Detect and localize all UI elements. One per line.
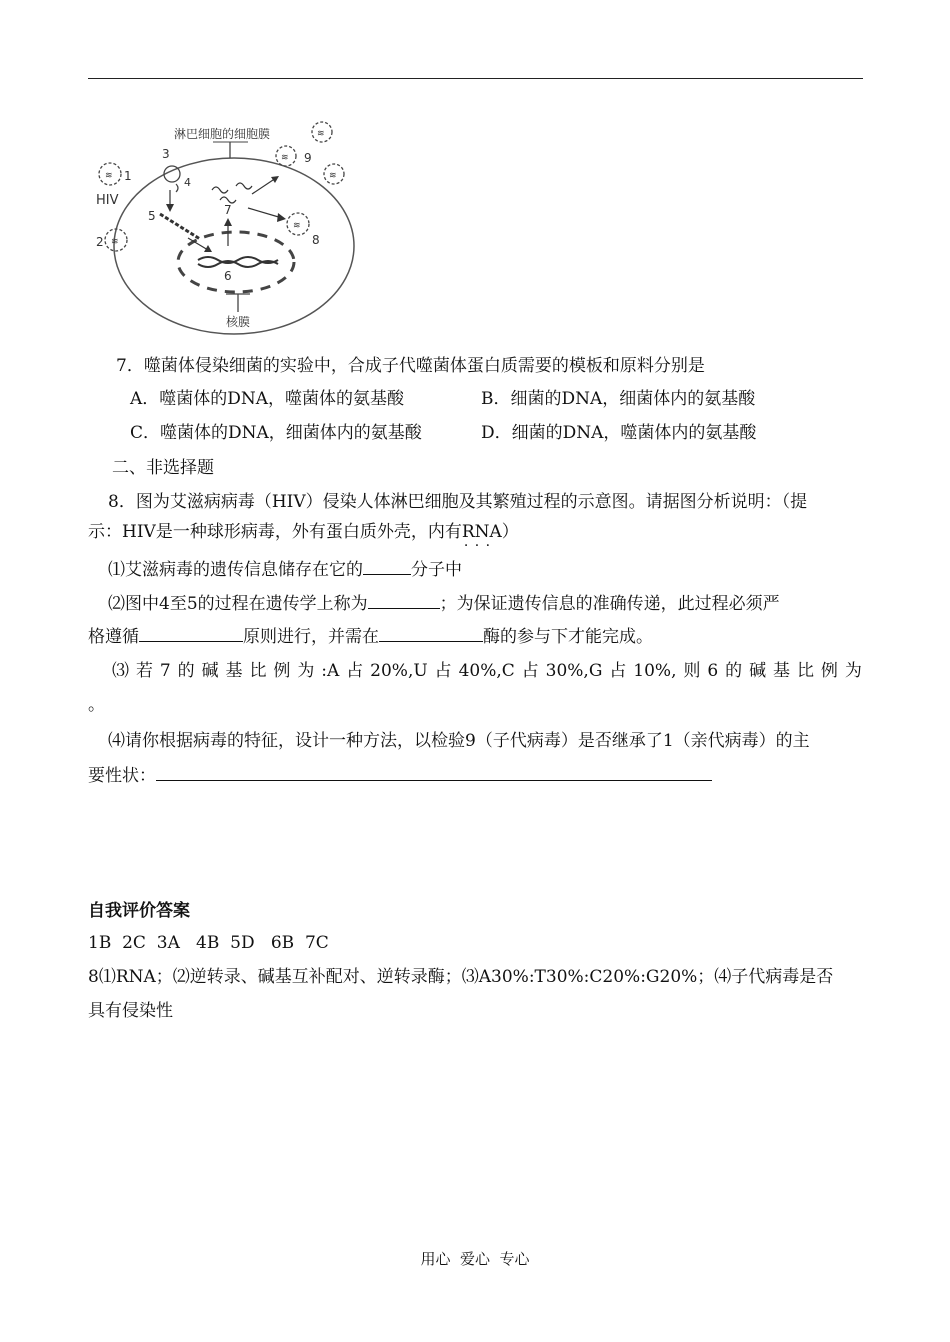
q8-part4a: ⑷请你根据病毒的特征，设计一种方法，以检验9（子代病毒）是否继承了1（亲代病毒）的主 — [108, 731, 810, 751]
label-6: 6 — [224, 269, 232, 283]
answer-blank-5[interactable] — [156, 764, 712, 781]
svg-text:≋: ≋ — [293, 221, 301, 231]
virus-9c — [324, 164, 344, 184]
q8-part2-mid: ；为保证遗传信息的准确传递，此过程必须严 — [439, 594, 780, 614]
q8-part2 — [108, 592, 780, 615]
p3-word: 例 — [820, 661, 838, 681]
q8-part1-pre: ⑴艾滋病毒的遗传信息储存在它的 — [108, 560, 363, 580]
virus-8 — [287, 213, 309, 235]
q8-part2b-mid: 原则进行，并需在 — [243, 627, 379, 647]
p3-word: 碱 — [749, 661, 767, 681]
q8-line2-pre: 示：HIV是一种球形病毒，外有蛋白质外壳，内有 — [88, 522, 462, 542]
svg-text:≋: ≋ — [281, 153, 289, 163]
p3-word: 7 — [159, 661, 171, 681]
p3-word: 占 — [434, 661, 452, 681]
label-4: 4 — [184, 176, 191, 189]
nucleus-label: 核膜 — [226, 315, 251, 329]
answer-blank-1[interactable] — [363, 558, 411, 575]
label-7: 7 — [224, 203, 232, 217]
p3-word: 基 — [773, 661, 791, 681]
p3-word: 比 — [249, 661, 267, 681]
q8-part2b — [88, 625, 653, 648]
hiv-label: HIV — [96, 193, 119, 208]
q7-stem: 7．噬菌体侵染细菌的实验中，合成子代噬菌体蛋白质需要的模板和原料分别是 — [116, 356, 705, 376]
q7-option-c: C．噬菌体的DNA，细菌体内的氨基酸 — [130, 423, 422, 443]
section-heading: 二、非选择题 — [112, 458, 214, 478]
q8-line1: 8．图为艾滋病病毒（HIV）侵染人体淋巴细胞及其繁殖过程的示意图。请据图分析说明：（提 — [108, 492, 808, 512]
virus-9b — [276, 146, 296, 166]
header-rule — [88, 78, 863, 79]
p3-word: 10%, — [633, 661, 677, 681]
p3-word: 基 — [225, 661, 243, 681]
p3-word: :A — [321, 661, 340, 681]
membrane-label: 淋巴细胞的细胞膜 — [174, 127, 271, 141]
hiv-infection-diagram — [88, 118, 358, 340]
p3-word: ⑶ — [112, 661, 129, 681]
q8-part2b-post: 酶的参与下才能完成。 — [483, 627, 653, 647]
svg-text:≋: ≋ — [105, 171, 113, 181]
answers-line2: 8⑴RNA；⑵逆转录、碱基互补配对、逆转录酶；⑶A30%:T30%:C20%:G20%；⑷子代病毒是否 — [88, 967, 834, 987]
p3-word: 例 — [273, 661, 291, 681]
q8-line2-post: ） — [501, 522, 519, 542]
q8-part2b-pre: 格遵循 — [88, 627, 139, 647]
q7-option-d: D．细菌的DNA，噬菌体内的氨基酸 — [481, 423, 757, 443]
p3-word: 若 — [135, 661, 153, 681]
answers-title: 自我评价答案 — [88, 901, 190, 921]
p3-word: 比 — [796, 661, 814, 681]
p3-word: 占 — [346, 661, 364, 681]
p3-word: 40%,C — [458, 661, 515, 681]
page-footer: 用心 爱心 专心 — [420, 1250, 530, 1268]
label-5: 5 — [148, 209, 156, 223]
q8-part4b-label: 要性状： — [88, 766, 156, 786]
q8-line2 — [88, 521, 519, 543]
label-8: 8 — [312, 233, 320, 247]
p3-word: 碱 — [201, 661, 219, 681]
q7-option-b: B．细菌的DNA，细菌体内的氨基酸 — [481, 389, 756, 409]
answer-blank-4[interactable] — [379, 625, 483, 642]
answer-blank-3[interactable] — [139, 625, 243, 642]
p3-word: 30%,G — [545, 661, 603, 681]
q8-part4b — [88, 764, 712, 787]
q8-part1 — [108, 558, 462, 581]
label-2: 2 — [96, 235, 104, 249]
q8-part2-pre: ⑵图中4至5的过程在遗传学上称为 — [108, 594, 368, 614]
svg-text:≋: ≋ — [111, 237, 119, 247]
answer-blank-2[interactable] — [368, 592, 440, 609]
p3-word: 为 — [844, 661, 862, 681]
p3-word: 6 — [707, 661, 719, 681]
q8-rna-emphasis: RNA · · · — [462, 521, 502, 543]
p3-word: 为 — [297, 661, 315, 681]
answers-line1: 1B 2C 3A 4B 5D 6B 7C — [88, 933, 329, 953]
p3-word: 占 — [609, 661, 627, 681]
label-9: 9 — [304, 151, 312, 165]
q8-part3 — [112, 660, 862, 682]
answers-line3: 具有侵染性 — [88, 1001, 173, 1021]
p3-word: 则 — [683, 661, 701, 681]
q8-part1-post: 分子中 — [411, 560, 462, 580]
p3-word: 的 — [725, 661, 743, 681]
p3-word: 20%,U — [370, 661, 428, 681]
p3-word: 的 — [177, 661, 195, 681]
q7-option-a: A．噬菌体的DNA，噬菌体的氨基酸 — [130, 389, 405, 409]
svg-text:≋: ≋ — [329, 171, 337, 181]
svg-text:≋: ≋ — [317, 129, 325, 139]
p3-word: 占 — [521, 661, 539, 681]
label-3: 3 — [162, 147, 170, 161]
virus-9a — [312, 122, 332, 142]
virus-1 — [99, 163, 121, 185]
q8-part3-end: 。 — [88, 695, 105, 715]
label-1: 1 — [124, 169, 132, 183]
